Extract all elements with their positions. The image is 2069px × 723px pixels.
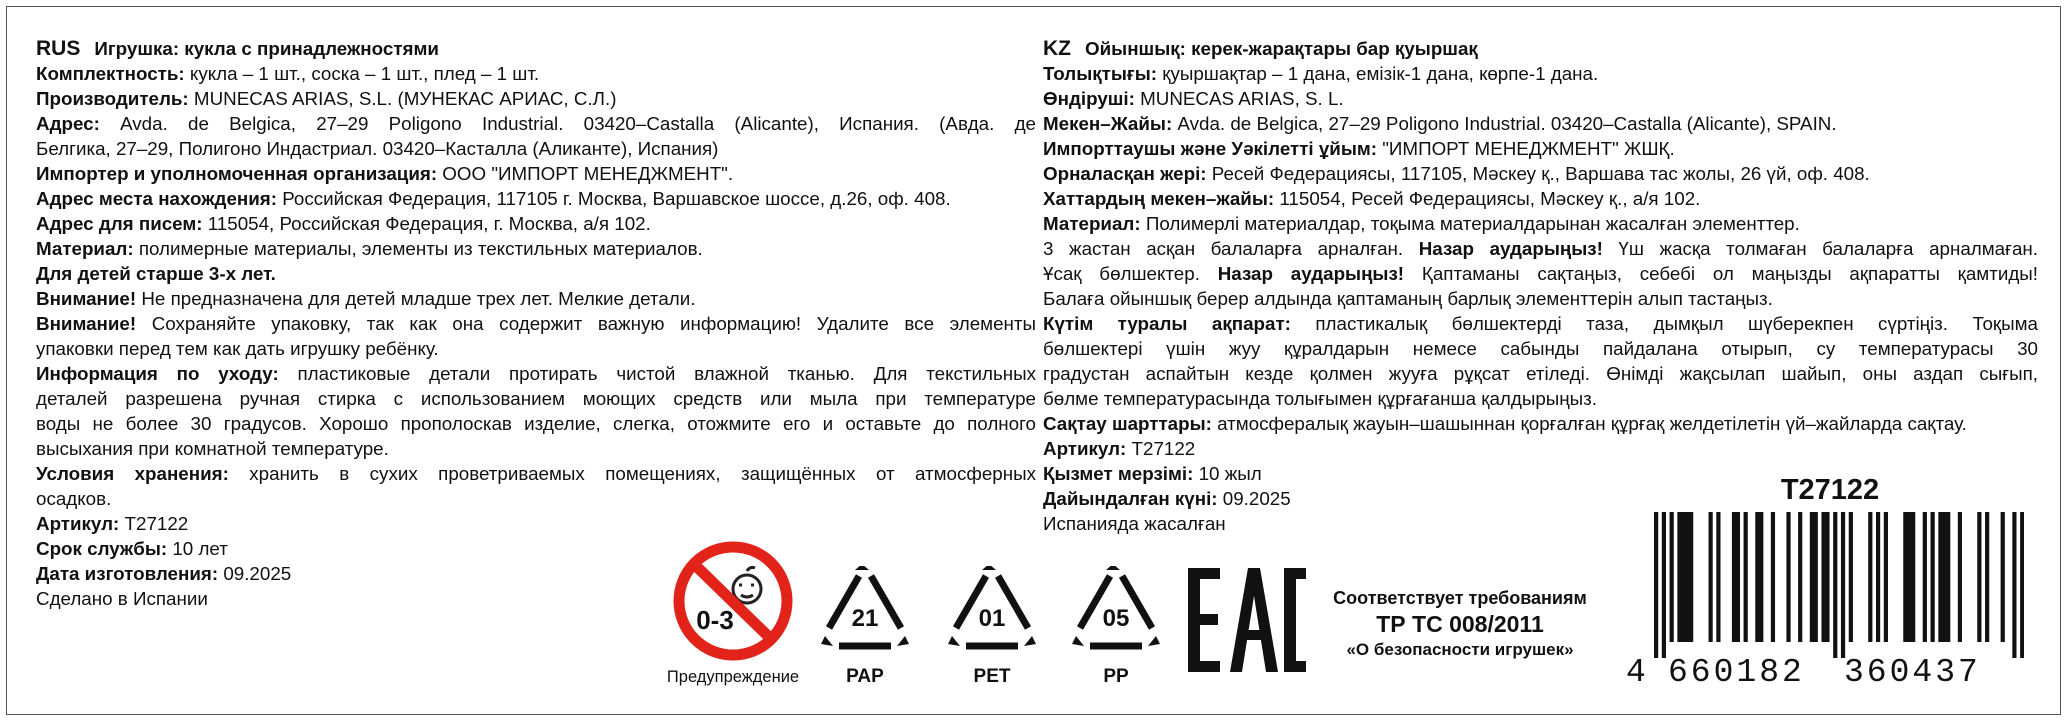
- field-label: Импорттаушы және Уәкілетті ұйым:: [1043, 138, 1378, 159]
- barcode-bar: [1744, 512, 1748, 642]
- field-label: Производитель:: [36, 88, 189, 109]
- text-line: [36, 486, 1036, 511]
- barcode-bar: [1814, 512, 1818, 642]
- field-value: высыхания при комнатной температуре.: [36, 438, 389, 459]
- field-value: Avda. de Belgica, 27–29 Poligono Industrial. 03420–Castalla (Alicante), SPAIN.: [1172, 113, 1837, 134]
- field-value: 09.2025: [1217, 488, 1291, 509]
- text-line: [1043, 386, 2038, 411]
- field-value: 115054, Ресей Федерациясы, Мәскеу қ., а/я 102.: [1274, 188, 1701, 209]
- field-label: Дата изготовления:: [36, 563, 219, 584]
- field-value: Полимерлі материалдар, тоқыма материалдарынан жасалған элементтер.: [1140, 213, 1800, 234]
- text-line: [36, 36, 1036, 61]
- field-value: MUNECAS ARIAS, S.L. (МУНЕКАС АРИАС, С.Л.): [188, 88, 617, 109]
- field-label: Орналасқан жері:: [1043, 163, 1207, 184]
- barcode-bar: [2020, 512, 2024, 658]
- text-line: [36, 186, 1036, 211]
- russian-text-block: [36, 36, 1036, 611]
- text-line: [1043, 286, 2038, 311]
- text-line: [36, 136, 1036, 161]
- barcode-first-digit: 4: [1626, 654, 1646, 691]
- text-line: [1043, 36, 2038, 61]
- barcode-bar: [2012, 512, 2016, 658]
- barcode-left-digits: 660182: [1668, 654, 1805, 691]
- field-value: "ИМПОРТ МЕНЕДЖМЕНТ" ЖШҚ.: [1377, 138, 1675, 159]
- no-small-children-icon: [673, 541, 793, 661]
- field-label: Мекен–Жайы:: [1043, 113, 1173, 134]
- barcode-bar: [1985, 512, 1989, 642]
- barcode-bar: [1689, 512, 1693, 642]
- text-line: [1043, 261, 2038, 286]
- field-label: Адрес места нахождения:: [36, 188, 277, 209]
- field-label: Адрес:: [36, 113, 100, 134]
- barcode-bar: [1849, 512, 1853, 642]
- text-line: [36, 411, 1036, 436]
- field-label: Ойыншық: керек-жарақтары бар қуыршақ: [1085, 38, 1478, 59]
- text-line: [1043, 186, 2038, 211]
- barcode-bar: [1759, 512, 1763, 642]
- field-label: Қызмет мерзімі:: [1043, 463, 1194, 484]
- field-value: деталей разрешена ручная стирка с использованием моющих средств или мыла при температуре: [36, 388, 1036, 409]
- text-line: [1043, 136, 2038, 161]
- field-label: Внимание!: [36, 313, 137, 334]
- field-label: Толықтығы:: [1043, 63, 1158, 84]
- language-code: KZ: [1043, 37, 1071, 60]
- barcode-bar: [1942, 512, 1946, 642]
- barcode-bar: [1931, 512, 1935, 642]
- barcode-bar: [1868, 512, 1872, 642]
- recycling-triangle-icon: [819, 566, 911, 658]
- text-line: [36, 336, 1036, 361]
- field-value: Ұсақ бөлшектер.: [1043, 263, 1218, 284]
- text-line: [1043, 336, 2038, 361]
- field-value: бөлшектері үшін жуу құралдарын немесе сабынды пайдалана отырып, су температурасы 30: [1043, 338, 2038, 359]
- text-line: [1043, 86, 2038, 111]
- barcode-bar: [1709, 512, 1713, 642]
- text-line: [1043, 311, 2038, 336]
- compliance-note: [1310, 586, 1610, 662]
- barcode-icon: [1654, 512, 2024, 658]
- field-label: Артикул:: [36, 513, 120, 534]
- warning-caption: Предупреждение: [666, 668, 800, 686]
- field-value: T27122: [1126, 438, 1196, 459]
- barcode-bar: [1958, 512, 1962, 642]
- barcode-bar: [1654, 512, 1658, 658]
- field-value: хранить в сухих проветриваемых помещениях, защищённых от атмосферных: [228, 463, 1036, 484]
- field-value: T27122: [119, 513, 189, 534]
- text-line: [1043, 411, 2038, 436]
- barcode-bar: [1736, 512, 1740, 642]
- compliance-line-3: «О безопасности игрушек»: [1346, 640, 1574, 659]
- recycle-number: 01: [978, 605, 1006, 632]
- recycle-number: 05: [1102, 605, 1130, 632]
- field-label: Импортер и уполномоченная организация:: [36, 163, 438, 184]
- barcode-bar: [1798, 512, 1802, 642]
- field-value: 10 жыл: [1193, 463, 1262, 484]
- text-line: [36, 161, 1036, 186]
- field-value: Avda. de Belgica, 27–29 Poligono Industrial. 03420–Castalla (Alicante), Испания. (Авда. де: [99, 113, 1036, 134]
- recycle-number: 21: [851, 605, 879, 632]
- text-line: [36, 536, 1036, 561]
- barcode-bar: [1946, 512, 1950, 642]
- text-line: [1043, 486, 2038, 511]
- field-value: Испанияда жасалған: [1043, 513, 1226, 534]
- barcode-bar: [1662, 512, 1666, 658]
- field-value: Российская Федерация, 117105 г. Москва, Варшавское шоссе, д.26, оф. 408.: [277, 188, 951, 209]
- field-value: Не предназначена для детей младше трех лет. Мелкие детали.: [136, 288, 696, 309]
- text-line: [1043, 211, 2038, 236]
- field-value: бөлме температурасында толығымен құрғағанша қалдырыңыз.: [1043, 388, 1597, 409]
- barcode-bar: [1923, 512, 1927, 642]
- field-value: MUNECAS ARIAS, S. L.: [1134, 88, 1344, 109]
- age-range-label: 0-3: [696, 605, 734, 635]
- text-line: [1043, 236, 2038, 261]
- field-value: Қаптаманы сақтаңыз, себебі ол маңызды ақпаратты қамтиды!: [1404, 263, 2038, 284]
- text-line: [36, 236, 1036, 261]
- field-label: Хаттардың мекен–жайы:: [1043, 188, 1275, 209]
- text-line: [36, 361, 1036, 386]
- field-label: Условия хранения:: [36, 463, 229, 484]
- field-value: Үш жасқа толмаған балаларға арналмаған.: [1602, 238, 2038, 259]
- barcode-bar: [1884, 512, 1888, 642]
- article-code: T27122: [1780, 474, 1880, 506]
- text-line: [1043, 161, 2038, 186]
- field-value: пластикалық бөлшектерді таза, дымқыл шүберекпен сүртіңіз. Тоқыма: [1290, 313, 2038, 334]
- text-line: [36, 86, 1036, 111]
- text-line: [36, 61, 1036, 86]
- barcode-bar: [1938, 512, 1942, 642]
- barcode-bar: [2001, 512, 2005, 642]
- text-line: [1043, 111, 2038, 136]
- field-value: атмосфералық жауын–шашыннан қорғалған құрғақ желдетілетін үй–жайларда сақтау.: [1211, 413, 1967, 434]
- barcode-bar: [1685, 512, 1689, 642]
- field-value: воды не более 30 градусов. Хорошо прополоскав изделие, слегка, отожмите его и оставьте до полного: [36, 413, 1036, 434]
- barcode-bar: [1825, 512, 1829, 642]
- compliance-line-1: Соответствует требованиям: [1333, 588, 1587, 608]
- field-value: осадков.: [36, 488, 112, 509]
- barcode-bar: [1876, 512, 1880, 642]
- field-label: Материал:: [1043, 213, 1141, 234]
- kazakh-text-block: [1043, 36, 2038, 536]
- field-value: қуыршақтар – 1 дана, емізік-1 дана, көрпе-1 дана.: [1157, 63, 1599, 84]
- text-line: [36, 436, 1036, 461]
- compliance-line-2: ТР ТС 008/2011: [1376, 611, 1544, 637]
- field-value: ООО "ИМПОРТ МЕНЕДЖМЕНТ".: [437, 163, 734, 184]
- text-line: [36, 511, 1036, 536]
- barcode-bar: [1841, 512, 1845, 658]
- barcode-bar: [1903, 512, 1907, 642]
- barcode-bar: [1716, 512, 1720, 642]
- field-label: Для детей старше 3-х лет.: [36, 263, 276, 284]
- field-value: 3 жастан асқан балаларға арналған.: [1043, 238, 1419, 259]
- language-code: RUS: [36, 37, 81, 60]
- field-value: градустан аспайтын кезде қолмен жууға рұқсат етіледі. Өнімді жақсылап шайып, оны аздап сығып,: [1043, 363, 2038, 384]
- barcode-bar: [1833, 512, 1837, 658]
- barcode-bar: [1771, 512, 1775, 642]
- recycle-material: PP: [1103, 666, 1129, 687]
- barcode-bar: [1677, 512, 1681, 642]
- field-label: Сақтау шарттары:: [1043, 413, 1212, 434]
- field-value: 115054, Российская Федерация, г. Москва, а/я 102.: [202, 213, 651, 234]
- field-value: пластиковые детали протирать чистой влажной тканью. Для текстильных: [278, 363, 1036, 384]
- barcode-bar: [1911, 512, 1915, 642]
- barcode-bar: [1670, 512, 1674, 642]
- text-line: [1043, 361, 2038, 386]
- text-line: [1043, 461, 2038, 486]
- field-label: Материал:: [36, 238, 134, 259]
- field-label: Срок службы:: [36, 538, 168, 559]
- text-line: [36, 311, 1036, 336]
- field-value: кукла – 1 шт., соска – 1 шт., плед – 1 шт.: [184, 63, 540, 84]
- field-label: Адрес для писем:: [36, 213, 203, 234]
- barcode-bar: [1681, 512, 1685, 642]
- barcode-bar: [1786, 512, 1790, 642]
- field-value: упаковки перед тем как дать игрушку ребёнку.: [36, 338, 439, 359]
- field-value: 09.2025: [218, 563, 292, 584]
- barcode-bar: [1732, 512, 1736, 642]
- eac-mark-icon: [1188, 568, 1306, 672]
- field-label: Информация по уходу:: [36, 363, 279, 384]
- field-label: Күтім туралы ақпарат:: [1043, 313, 1291, 334]
- field-value: полимерные материалы, элементы из текстильных материалов.: [133, 238, 703, 259]
- text-line: [1043, 61, 2038, 86]
- recycle-material: PET: [973, 666, 1011, 687]
- field-value: Сделано в Испании: [36, 588, 208, 609]
- field-label: Комплектность:: [36, 63, 185, 84]
- text-line: [36, 386, 1036, 411]
- field-label: Игрушка: кукла с принадлежностями: [94, 38, 439, 59]
- field-label: Дайындалған күні:: [1043, 488, 1218, 509]
- barcode-bar: [1907, 512, 1911, 642]
- barcode-bar: [1755, 512, 1759, 642]
- field-value: Балаға ойыншық берер алдында қаптаманың барлық элементтерін алып тастаңыз.: [1043, 288, 1773, 309]
- recycle-material: PAP: [846, 666, 884, 687]
- barcode-bar: [1810, 512, 1814, 642]
- text-line: [1043, 436, 2038, 461]
- field-value: Белгика, 27–29, Полигоно Индастриал. 03420–Касталла (Аликанте), Испания): [36, 138, 719, 159]
- recycling-triangle-icon: [1070, 566, 1162, 658]
- field-value: 10 лет: [167, 538, 228, 559]
- text-line: [36, 211, 1036, 236]
- text-line: [36, 286, 1036, 311]
- text-line: [36, 111, 1036, 136]
- field-label: Артикул:: [1043, 438, 1127, 459]
- field-label: Назар аударыңыз!: [1217, 263, 1405, 284]
- recycling-triangle-icon: [946, 566, 1038, 658]
- field-value: Ресей Федерациясы, 117105, Мәскеу қ., Варшава тас жолы, 26 үй, оф. 408.: [1206, 163, 1870, 184]
- barcode-right-digits: 360437: [1844, 654, 1981, 691]
- field-label: Внимание!: [36, 288, 137, 309]
- barcode-bar: [1821, 512, 1825, 642]
- barcode-bar: [1977, 512, 1981, 642]
- field-label: Өндіруші:: [1043, 88, 1135, 109]
- field-label: Назар аударыңыз!: [1418, 238, 1603, 259]
- text-line: [36, 261, 1036, 286]
- field-value: Сохраняйте упаковку, так как она содержит важную информацию! Удалите все элементы: [136, 313, 1036, 334]
- text-line: [36, 461, 1036, 486]
